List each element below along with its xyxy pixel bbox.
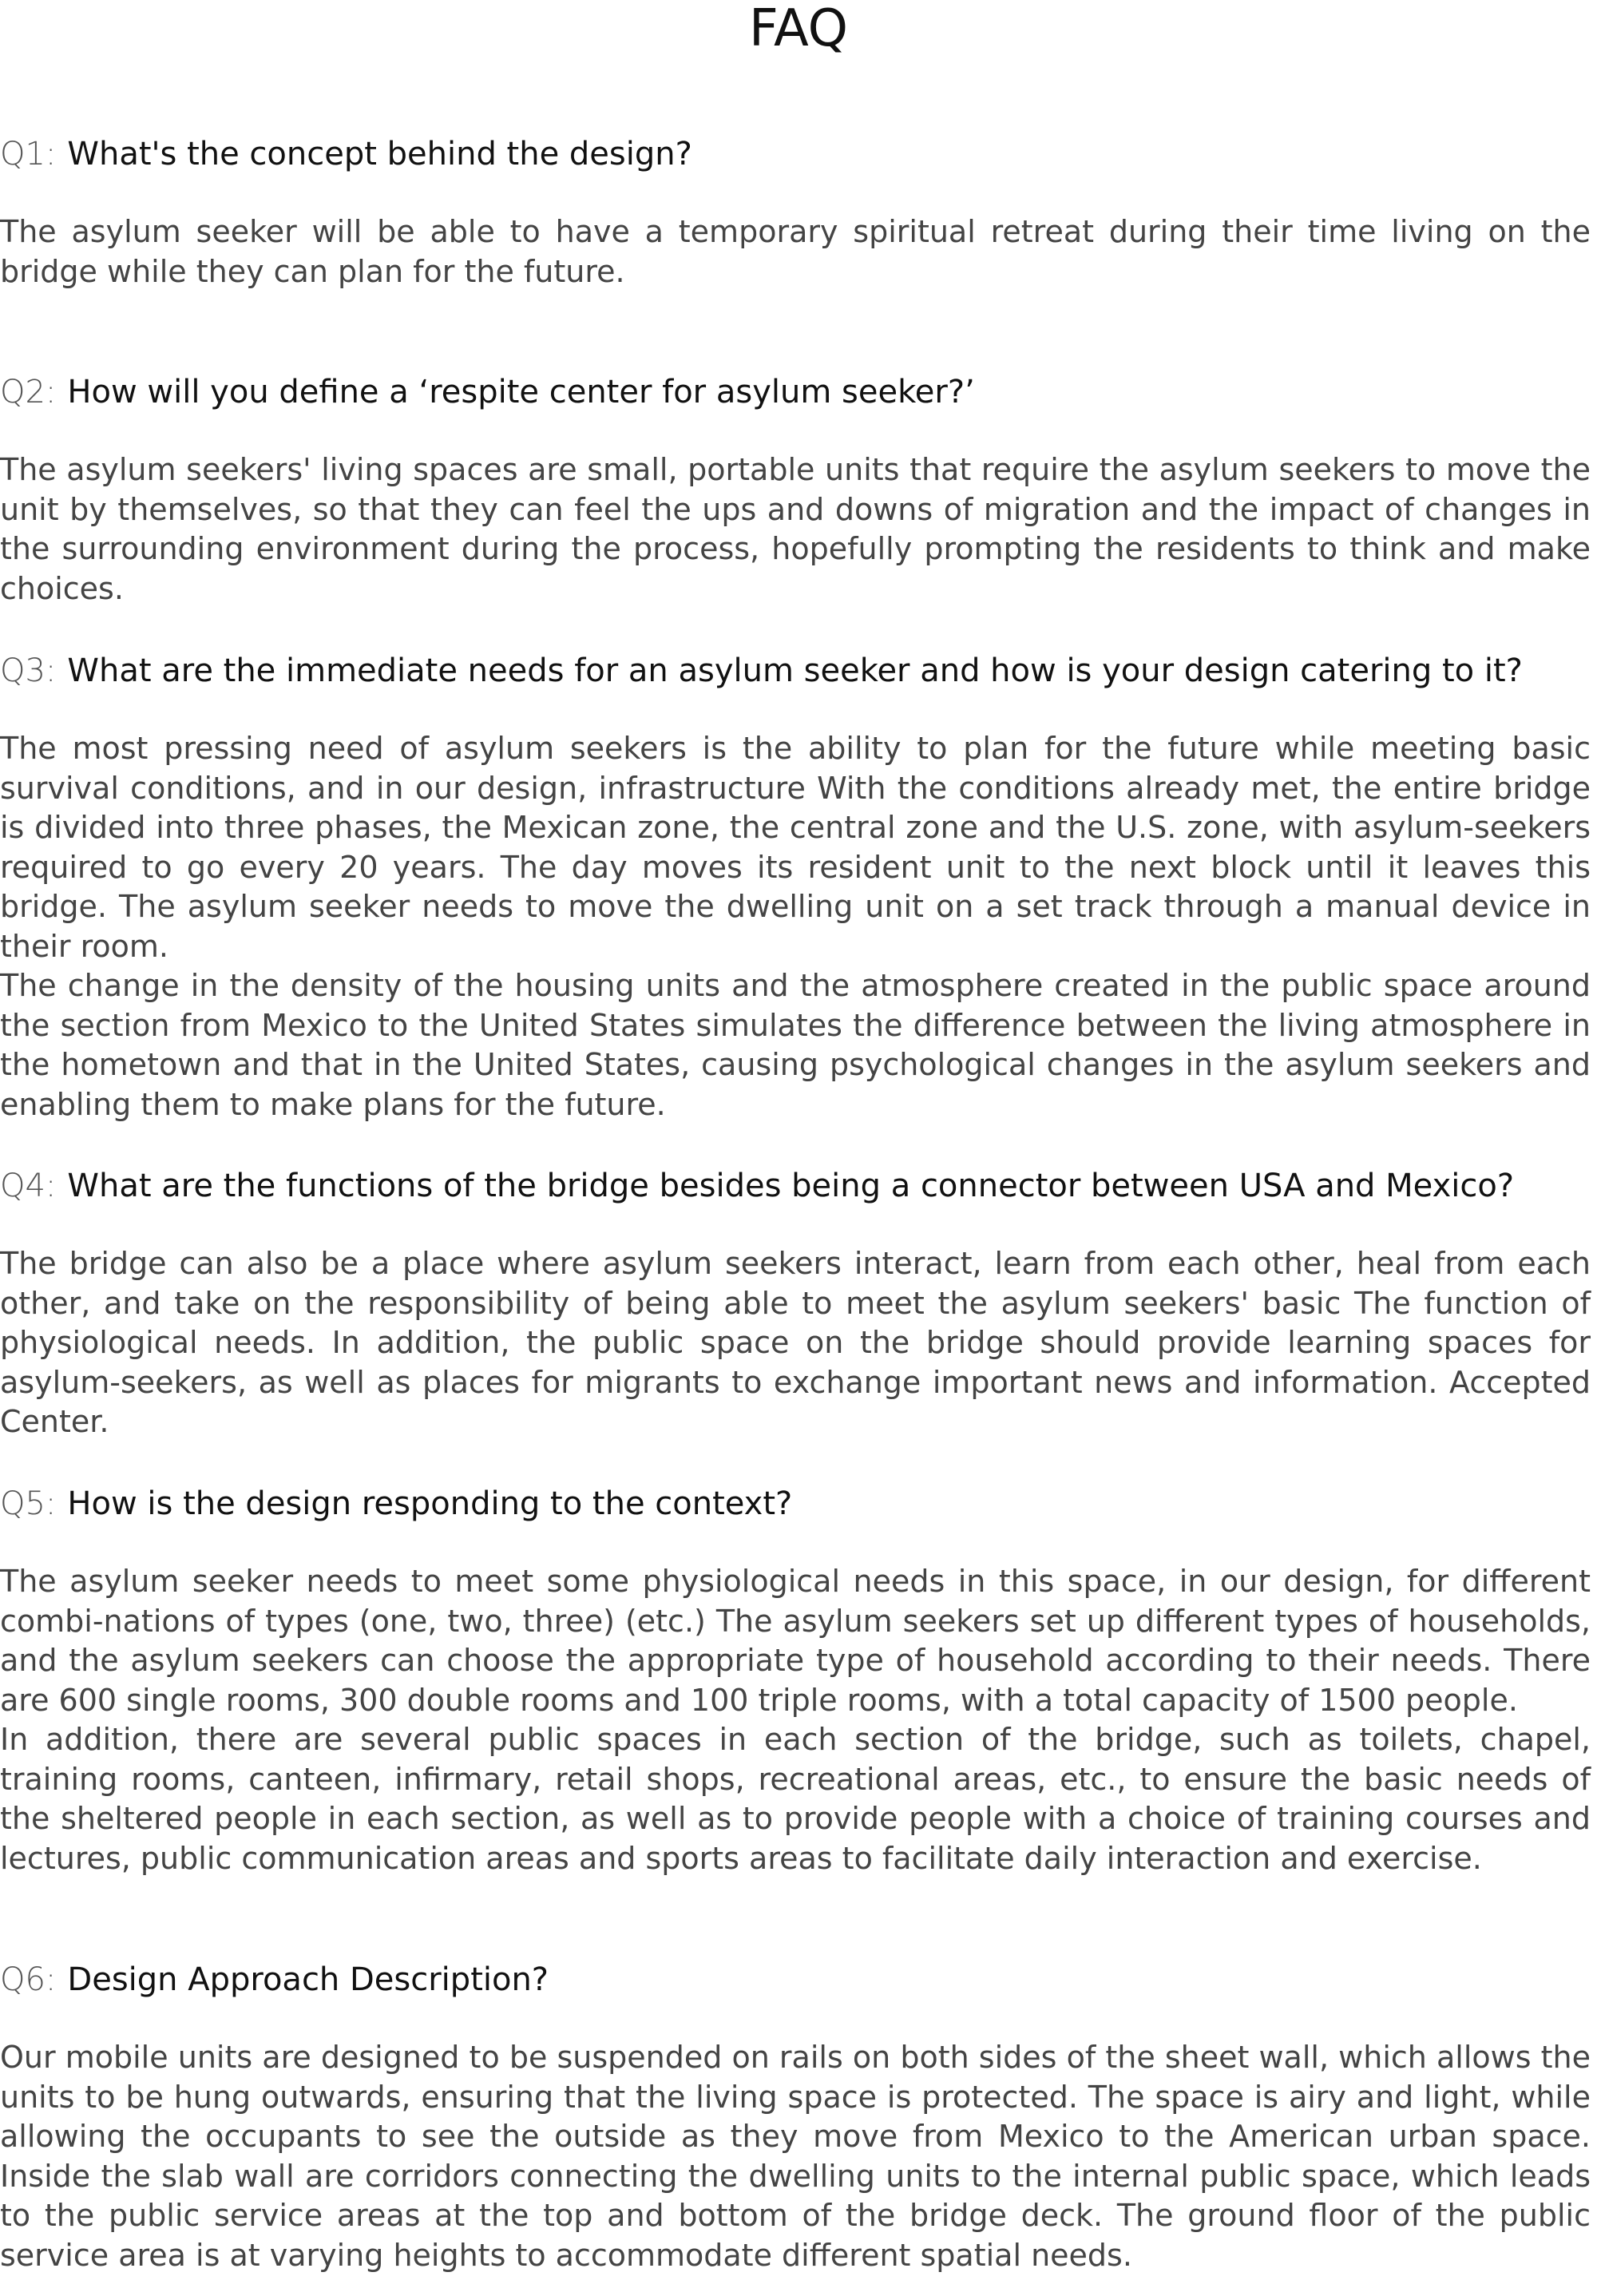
faq-item-q5 — [0, 1483, 1591, 1878]
answer-q4 — [0, 1244, 1591, 1442]
question-q6 — [0, 1959, 1591, 2001]
faq-item-q1 — [0, 133, 1591, 291]
answer-paragraph: The asylum seeker needs to meet some physiological needs in this space, in our design, for different combi-nations of types (one, two, three) (etc.) The asylum seekers set up different types of households, and the asylum seekers can choose the appropriate type of household according to their needs. There are 600 single rooms, 300 double rooms and 100 triple rooms, with a total capacity of 1500 people. — [0, 1564, 1591, 1718]
question-text: What are the functions of the bridge besides being a connector between USA and Mexico? — [67, 1168, 1515, 1204]
answer-paragraph: Our mobile units are designed to be suspended on rails on both sides of the sheet wall, which allows the units to be hung outwards, ensuring that the living space is protected. The space is airy and light, while allowing the occupants to see the outside as they move from Mexico to the American urban space. Inside the slab wall are corridors connecting the dwelling units to the internal public space, which leads to the public service areas at the top and bottom of the bridge deck. The ground floor of the public service area is at varying heights to accommodate different spatial needs. — [0, 2040, 1591, 2273]
question-text: How will you define a ‘respite center for asylum seeker?’ — [67, 374, 975, 410]
question-q3 — [0, 650, 1591, 692]
question-number: Q6: — [0, 1961, 57, 1998]
answer-q2 — [0, 450, 1591, 609]
faq-item-q2 — [0, 371, 1591, 609]
answer-paragraph: The most pressing need of asylum seekers is the ability to plan for the future while meeting basic survival conditions, and in our design, infrastructure With the conditions already met, the entire bridge is divided into three phases, the Mexican zone, the central zone and the U.S. zone, with asylum-seekers required to go every 20 years. The day moves its resident unit to the next block until it leaves this bridge. The asylum seeker needs to move the dwelling unit on a set track through a manual device in their room. — [0, 731, 1591, 964]
question-text: What's the concept behind the design? — [67, 136, 692, 172]
question-text: Design Approach Description? — [67, 1961, 549, 1998]
answer-paragraph: The asylum seeker will be able to have a temporary spiritual retreat during their time living on the bridge while they can plan for the future. — [0, 214, 1591, 289]
answer-q5 — [0, 1562, 1591, 1878]
question-number: Q5: — [0, 1485, 57, 1522]
answer-paragraph: The asylum seekers' living spaces are small, portable units that require the asylum seekers to move the unit by themselves, so that they can feel the ups and downs of migration and the impact of changes in the surrounding environment during the process, hopefully prompting the residents to think and make choices. — [0, 452, 1591, 606]
answer-paragraph: The bridge can also be a place where asylum seekers interact, learn from each other, heal from each other, and take on the responsibility of being able to meet the asylum seekers' basic The function of physiological needs. In addition, the public space on the bridge should provide learning spaces for asylum-seekers, as well as places for migrants to exchange important news and information. Accepted Center. — [0, 1246, 1591, 1439]
question-q2 — [0, 371, 1591, 413]
question-q5 — [0, 1483, 1591, 1525]
question-q4 — [0, 1165, 1591, 1207]
faq-item-q4 — [0, 1165, 1591, 1442]
question-q1 — [0, 133, 1591, 175]
question-number: Q4: — [0, 1168, 57, 1204]
answer-paragraph: In addition, there are several public spaces in each section of the bridge, such as toilets, chapel, training rooms, canteen, infirmary, retail shops, recreational areas, etc., to ensure the basic needs of the sheltered people in each section, as well as to provide people with a choice of training courses and lectures, public communication areas and sports areas to facilitate daily interaction and exercise. — [0, 1722, 1591, 1876]
question-number: Q3: — [0, 652, 57, 689]
faq-item-q3 — [0, 650, 1591, 1124]
question-number: Q1: — [0, 136, 57, 172]
question-text: What are the immediate needs for an asylum seeker and how is your design catering to it? — [67, 652, 1523, 689]
answer-q1 — [0, 212, 1591, 291]
question-number: Q2: — [0, 374, 57, 410]
answer-q6 — [0, 2038, 1591, 2275]
answer-paragraph: The change in the density of the housing units and the atmosphere created in the public space around the section from Mexico to the United States simulates the difference between the living atmosphere in the hometown and that in the United States, causing psychological changes in the asylum seekers and enabling them to make plans for the future. — [0, 968, 1591, 1122]
page-title: FAQ — [749, 0, 848, 58]
faq-item-q6 — [0, 1959, 1591, 2275]
question-text: How is the design responding to the context? — [67, 1485, 793, 1522]
answer-q3 — [0, 729, 1591, 1124]
